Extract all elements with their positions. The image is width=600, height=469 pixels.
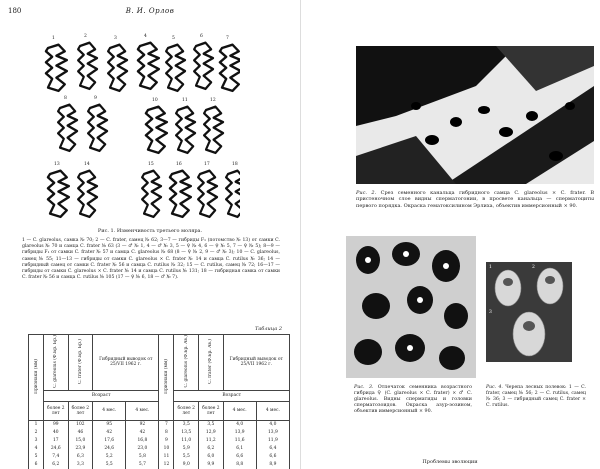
table-cell: 3,3 <box>68 461 93 469</box>
table-cell: 11,6 <box>223 437 256 445</box>
fig4-text: Черепа лесных полевок: 1 — C. frater, самец № 56; 2 — C. rutilus, самец № 36; 3 — гибридный самец C. frater × C. rutilus. <box>486 385 586 408</box>
table-cell: 5 <box>29 453 44 461</box>
molar-outline <box>198 171 217 217</box>
molar-outline <box>142 171 161 217</box>
figure-1-label: 3 <box>114 36 117 41</box>
table-cell: 42 <box>93 429 126 437</box>
table-cell: 23,9 <box>68 445 93 453</box>
running-head: В. И. Орлов <box>125 7 175 15</box>
table-row <box>29 429 290 437</box>
molar-outline <box>194 43 213 89</box>
table-cell: 6,4 <box>256 445 289 453</box>
table-cell: 3,5 <box>174 420 199 429</box>
table-cell: 9,9 <box>199 461 224 469</box>
data-table <box>28 334 290 469</box>
table-cell: 3 <box>29 437 44 445</box>
table-cell: 17 <box>44 437 69 445</box>
figure-1-label: 18 <box>232 162 238 167</box>
table-cell: 4 <box>29 445 44 453</box>
table-cell: 6 <box>29 461 44 469</box>
table-cell: 5,5 <box>93 461 126 469</box>
table-cell: 99 <box>44 420 69 429</box>
table-cell: 46 <box>68 429 93 437</box>
page-footer: Проблемы эволюции <box>422 459 478 465</box>
table-cell: 6,2 <box>44 461 69 469</box>
fig4-label-2: 2 <box>532 265 535 270</box>
table-row <box>29 437 290 445</box>
table-cell: 7,4 <box>44 453 69 461</box>
table-cell: 13,9 <box>256 429 289 437</box>
molar-outline <box>204 107 223 153</box>
th-left-hybrid: Гибридный выводок от 25/VII 1962 г. <box>93 335 159 391</box>
molar-outline <box>78 43 97 89</box>
molar-outline <box>108 45 127 91</box>
figure-1-label: 2 <box>84 34 87 39</box>
table-cell: 5,5 <box>174 453 199 461</box>
th-left-age: Возраст <box>44 390 159 401</box>
figure-1-label: 10 <box>152 98 158 103</box>
table-cell: 5,9 <box>174 445 199 453</box>
table-row <box>29 420 290 429</box>
figure-3-caption <box>354 385 472 415</box>
table-cell: 11,0 <box>174 437 199 445</box>
figure-1-label: 9 <box>94 96 97 101</box>
table-cell: 13,5 <box>174 429 199 437</box>
fig1-prefix: Рис. 1. <box>97 228 116 234</box>
figure-1-label: 7 <box>226 36 229 41</box>
table-cell: 5,8 <box>126 453 159 461</box>
fig4-prefix: Рис. 4. <box>486 385 503 390</box>
table-cell: 9,0 <box>174 461 199 469</box>
table-cell: 92 <box>126 420 159 429</box>
table-cell: 5,2 <box>93 453 126 461</box>
table-label: Таблица 2 <box>254 326 282 332</box>
age-cell: 4 мес. <box>223 401 256 420</box>
table-cell: 8,9 <box>256 461 289 469</box>
table-cell: 6,6 <box>223 453 256 461</box>
age-cell: более 2 лет <box>174 401 199 420</box>
fig3-prefix: Рис. 3. <box>354 385 374 390</box>
table-cell: 6,1 <box>223 445 256 453</box>
th-right-glareolus: C. glareolus (Ф.Бр. Ав.) <box>183 335 189 388</box>
table-cell: 102 <box>68 420 93 429</box>
table-cell: 9 <box>159 437 174 445</box>
age-cell: 4 мес. <box>93 401 126 420</box>
molar-outline <box>170 171 191 217</box>
molar-outline <box>176 107 195 153</box>
figure-1-label: 17 <box>204 162 210 167</box>
table-cell: 1 <box>29 420 44 429</box>
figure-1-caption-title <box>20 228 280 234</box>
table-cell: 11 <box>159 453 174 461</box>
th-left-feature: Признаки (мм) <box>33 358 39 394</box>
table-cell: 12,9 <box>199 429 224 437</box>
molar-outline <box>138 43 159 89</box>
fig1-title: Изменчивость третьего моляра. <box>116 228 203 234</box>
table-cell: 12 <box>159 461 174 469</box>
table-cell: 4,0 <box>256 420 289 429</box>
age-cell: 4 мес. <box>126 401 159 420</box>
th-right-feature: Признаки (мм) <box>163 358 169 394</box>
molar-outline <box>78 171 97 217</box>
table-cell: 6,0 <box>199 453 224 461</box>
molar-outline <box>58 105 77 151</box>
age-cell: 4 мес. <box>256 401 289 420</box>
th-right-frater: C. frater (Ф.Бр. Ав.) <box>208 339 214 384</box>
table-cell: 8,8 <box>223 461 256 469</box>
table-cell: 8 <box>159 429 174 437</box>
table-cell: 42 <box>126 429 159 437</box>
figure-1-label: 15 <box>148 162 154 167</box>
table-cell: 16,8 <box>126 437 159 445</box>
figure-1-label: 14 <box>84 162 90 167</box>
age-cell: более 2 лет <box>44 401 69 420</box>
age-cell: более 2 лет <box>68 401 93 420</box>
figure-1-molars <box>40 34 240 224</box>
figure-2-photo <box>356 46 594 184</box>
table-cell: 6,3 <box>68 453 93 461</box>
table-cell: 24,6 <box>44 445 69 453</box>
table-cell: 6,6 <box>256 453 289 461</box>
table-cell: 6,2 <box>199 445 224 453</box>
table-cell: 17,6 <box>93 437 126 445</box>
table-cell: 7 <box>159 420 174 429</box>
th-left-glareolus: C. glareolus (Ф.Бр. Бр.) <box>53 335 59 388</box>
figure-2-caption <box>356 190 594 209</box>
table-cell: 5,7 <box>126 461 159 469</box>
fig4-label-3: 3 <box>489 310 492 315</box>
figure-1-label: 16 <box>176 162 182 167</box>
figure-1-label: 11 <box>182 98 188 103</box>
table-cell: 24,6 <box>93 445 126 453</box>
table-cell: 23,0 <box>126 445 159 453</box>
table-cell: 15,0 <box>68 437 93 445</box>
table-cell: 3,5 <box>199 420 224 429</box>
figure-1-caption-text: 1 — C. glareolus, самка № 70; 2 — C. frater, самец № 62; 3—7 — гибриды F₁ (потомство № 13) от самки C. glareolus № 70 и самца C. frater № 63 (3 — ♂ № 1, 4 — ♂ № 3, 5 — ♀ № 4, 6 — ♀ № 5, 7 — ♀ № 5); 8—9 — гибриды F₁ от самки C. frater № 57 и самца C. glareolus № 68 (8 — ♀ № 2, 9 — ♂ № 3); 10 — C. glareolus, самец № 55; 11—13 — гибриды от самки C. glareolus × C. frater № 14 и самца C. rutilus № 36; 14 — гибридный самец от самки C. frater № 56 и самца C. rutilus № 32; 15 — C. rutilus, самец № 72; 16—17 — гибриды от самки C. glareolus × C. frater № 14 и самца C. rutilus № 131; 18 — гибридная самка от самки C. frater № 56 и самца C. rutilus № 105 (17 — ♀ № 6, 18 — ♂ № 7). <box>22 238 280 281</box>
figure-3-photo <box>346 236 476 378</box>
th-left-frater: C. frater (Ф.Бр. Бр.) <box>77 338 83 384</box>
page-number: 180 <box>8 7 22 15</box>
molar-outline <box>220 45 240 91</box>
right-page <box>300 0 600 469</box>
molar-outline <box>46 45 67 91</box>
table-cell: 13,9 <box>223 429 256 437</box>
figure-1-label: 4 <box>144 34 147 39</box>
table-cell: 4,0 <box>223 420 256 429</box>
fig2-text: Срез семенного канальца гибридного самца C. glareolus × C. frater. В пристеночном слое видны сперматогонии, в просвете канальца — сперматоциты первого порядка. Окраска гематоксилином Эрлиха, объектив иммерсионный × 90. <box>356 190 594 209</box>
th-right-hybrid: Гибридный выводок от 25/VII 1962 г. <box>223 335 289 391</box>
table-cell: 95 <box>93 420 126 429</box>
molar-outline <box>88 105 107 151</box>
table-row <box>29 445 290 453</box>
fig3-text: Отпечаток семенника возрастного гибрида ♀ (C. glareolus × C. frater) × ♂ C. glareolus. Видны сперматиды и головки сперматозоидов. Окраска азур-эозином, объектив иммерсионный × 90. <box>354 385 472 414</box>
fig4-label-1: 1 <box>489 265 492 270</box>
figure-1-label: 1 <box>52 36 55 41</box>
figure-1-label: 6 <box>200 34 203 39</box>
th-right-age: Возраст <box>174 390 290 401</box>
table-cell: 2 <box>29 429 44 437</box>
figure-1-label: 5 <box>172 36 175 41</box>
molar-outline <box>48 171 69 217</box>
table-row <box>29 453 290 461</box>
molar-outline <box>146 107 167 153</box>
table-row <box>29 461 290 469</box>
fig2-prefix: Рис. 2. <box>356 190 377 196</box>
figure-1-label: 12 <box>210 98 216 103</box>
table-cell: 11,9 <box>256 437 289 445</box>
molar-outline <box>166 45 185 91</box>
figure-1-label: 13 <box>54 162 60 167</box>
figure-1-label: 8 <box>64 96 67 101</box>
table-cell: 11,2 <box>199 437 224 445</box>
table-cell: 10 <box>159 445 174 453</box>
table-cell: 40 <box>44 429 69 437</box>
molar-outline <box>226 171 240 217</box>
age-cell: более 2 лет <box>199 401 224 420</box>
figure-4-caption <box>486 385 586 409</box>
figure-4-photo <box>486 262 572 362</box>
